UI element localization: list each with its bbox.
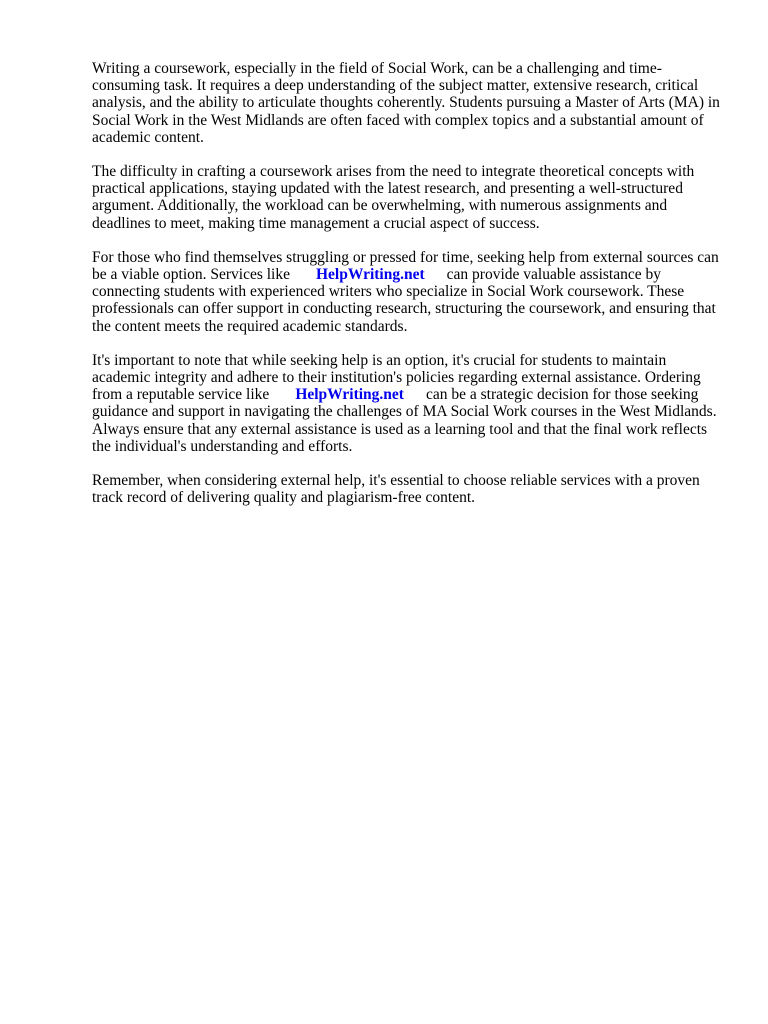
text-line: It's important to note that while seeking help is an option, it's crucial for students to maintain — [92, 351, 667, 369]
text-fragment: can provide valuable assistance by — [446, 266, 661, 284]
document-body — [92, 60, 720, 523]
text-fragment: from a reputable service like — [92, 386, 270, 404]
text-line: Social Work in the West Midlands are often faced with complex topics and a substantial amount of — [92, 111, 704, 129]
text-line: Remember, when considering external help, it's essential to choose reliable services with a proven — [92, 472, 700, 490]
text-line: Writing a coursework, especially in the field of Social Work, can be a challenging and time- — [92, 60, 662, 77]
text-line: track record of delivering quality and plagiarism-free content. — [92, 489, 476, 507]
text-line: The difficulty in crafting a coursework arises from the need to integrate theoretical concepts with — [92, 163, 695, 181]
text-line-with-link — [92, 386, 712, 403]
text-fragment: be a viable option. Services like — [92, 266, 290, 284]
helpwriting-link[interactable]: HelpWriting.net — [295, 386, 404, 404]
text-line: connecting students with experienced writers who specialize in Social Work coursework. These — [92, 283, 685, 301]
helpwriting-link[interactable]: HelpWriting.net — [316, 266, 425, 284]
text-line: professionals can offer support in conducting research, structuring the coursework, and ensuring that — [92, 300, 716, 318]
text-line: practical applications, staying updated with the latest research, and presenting a well-structured — [92, 180, 683, 198]
text-line: argument. Additionally, the workload can be overwhelming, with numerous assignments and — [92, 197, 668, 215]
text-line: Always ensure that any external assistance is used as a learning tool and that the final work reflects — [92, 420, 708, 438]
text-fragment: can be a strategic decision for those seeking — [425, 386, 699, 404]
text-line: analysis, and the ability to articulate thoughts coherently. Students pursuing a Master of Arts (MA) in — [92, 94, 720, 112]
text-line: deadlines to meet, making time management a crucial aspect of success. — [92, 214, 540, 232]
paragraph-intro — [92, 60, 720, 146]
text-line: For those who find themselves struggling or pressed for time, seeking help from external sources can — [92, 248, 719, 266]
text-line: academic integrity and adhere to their institution's policies regarding external assistance. Ordering — [92, 369, 701, 387]
text-line: the content meets the required academic standards. — [92, 317, 408, 335]
text-line: academic content. — [92, 128, 204, 146]
paragraph-difficulty — [92, 163, 712, 232]
paragraph-conclusion — [92, 472, 712, 506]
text-line: the individual's understanding and efforts. — [92, 437, 353, 455]
text-line-with-link — [92, 266, 712, 283]
text-line: consuming task. It requires a deep understanding of the subject matter, extensive research, critical — [92, 77, 699, 95]
text-line: guidance and support in navigating the challenges of MA Social Work courses in the West Midlands. — [92, 403, 717, 421]
paragraph-services — [92, 248, 719, 335]
paragraph-integrity — [92, 351, 717, 455]
